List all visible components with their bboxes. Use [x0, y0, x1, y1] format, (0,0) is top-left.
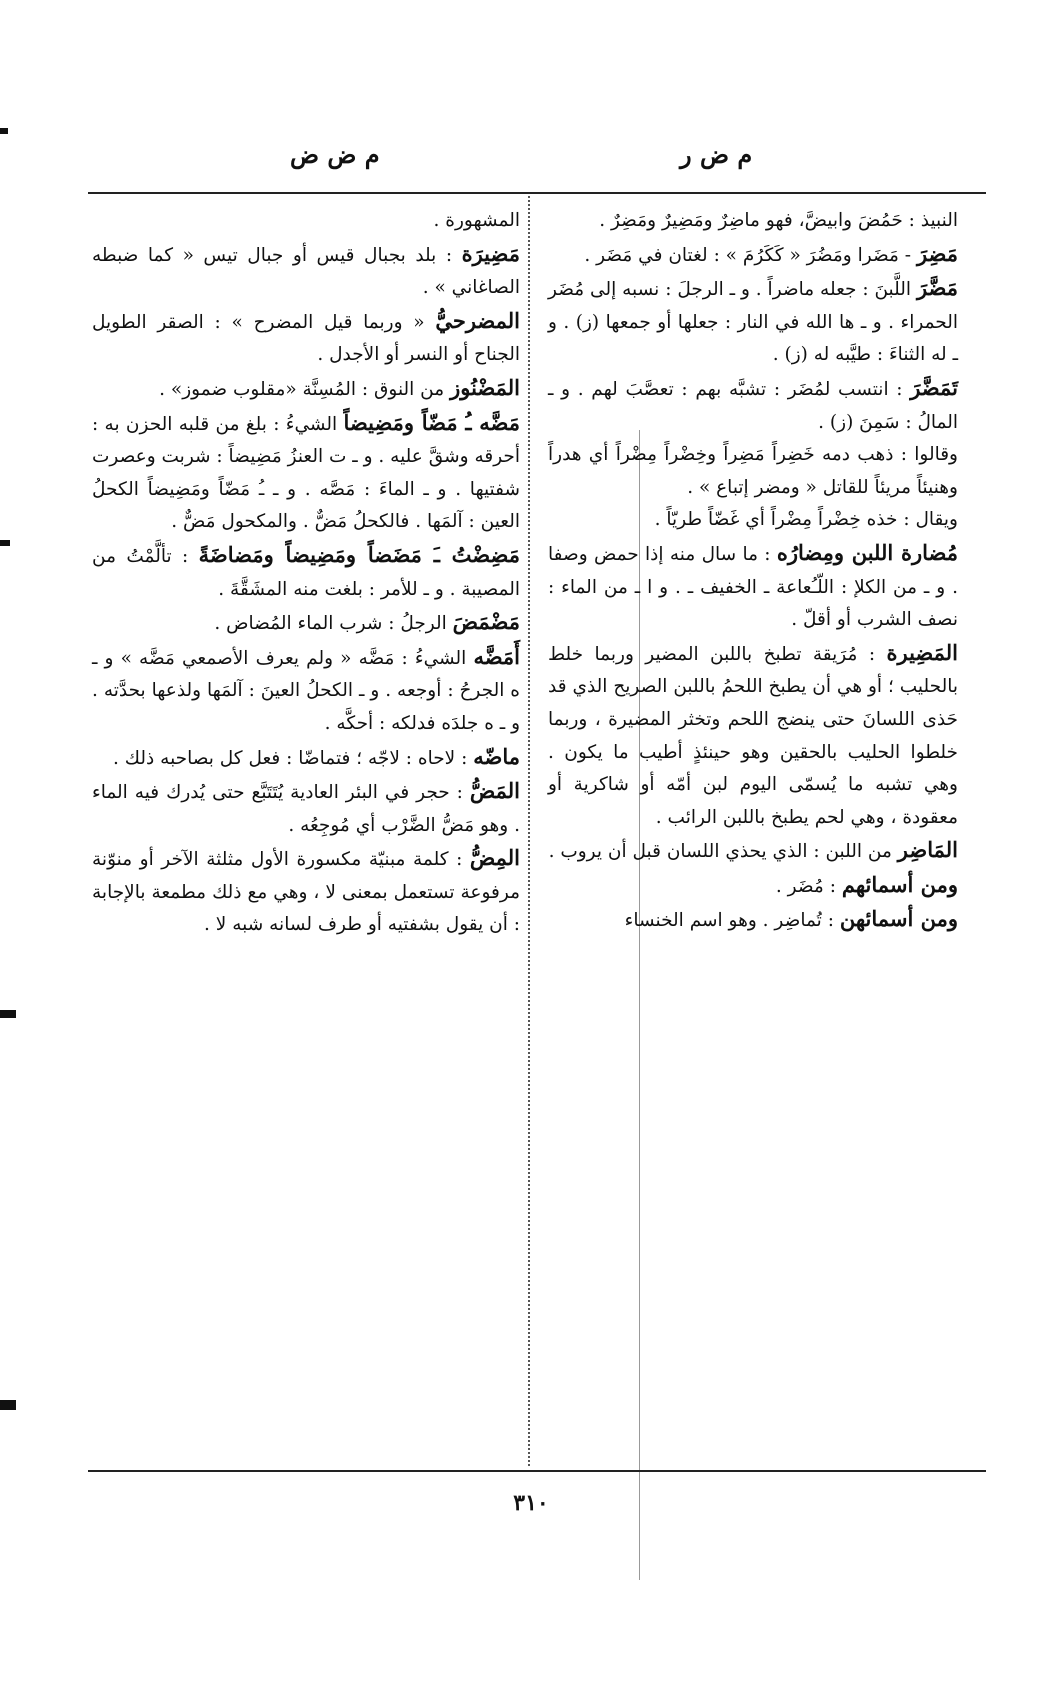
entry-definition: النبيذ : حَمُضَ وابيضَّ، فهو ماضِرٌ ومَضِيرٌ ومَضِرٌ .: [599, 210, 958, 231]
entry-definition: اللَّبنَ : جعله ماضراً . و ـ الرجلَ : نسبه إلى مُضَر الحمراء . و ـ ها الله في النار : جعلها أو جمعها (ز) . و ـ له الثناءَ : طيَّبه له (ز) .: [548, 279, 958, 366]
entry-headword: ماضّه: [473, 743, 520, 769]
column-divider: [528, 196, 531, 1466]
entry-headword: مَضَّه ـُ مَضّاً ومَضِيضاً: [343, 409, 520, 435]
dictionary-entry: [548, 504, 958, 537]
margin-mark: [0, 540, 10, 546]
right-column-root-header: م ض ر: [680, 140, 753, 169]
entry-headword: المضرحيُّ: [435, 307, 520, 333]
entry-definition: من النوق : المُسِنَّة «مقلوب ضموز» .: [159, 378, 445, 400]
header-rule: [88, 192, 986, 194]
left-column: [92, 205, 520, 942]
dictionary-entry: [92, 305, 520, 372]
margin-mark: [0, 1400, 16, 1410]
entry-definition: : انتسب لمُضَر : تشبَّه بهم : تعصَّبَ لهم . و ـ المالُ : سَمِنَ (ز) .: [548, 378, 958, 433]
dictionary-entry: [548, 834, 958, 869]
entry-headword: مُضارة اللبن ومِضارُه: [776, 539, 958, 565]
entry-definition: : تألَّمْتُ من المصيبة . و ـ للأمر : بلغت منه المشَقَّةَ .: [92, 545, 520, 600]
footer-rule: [88, 1470, 986, 1472]
entry-definition: : حجر في البئر العادية يُتَتَبَّع حتى يُدرك فيه الماء . وهو مَضُّ الضَّرْب أي مُوجِعُه .: [92, 782, 520, 836]
entry-headword: مَضِيرَة: [461, 240, 520, 266]
entry-definition: الشيءُ : بلغ من قلبه الحزن به : أحرقه وشقَّ عليه . و ـ ت العنزُ مَضِيضاً : شربت وعصرت شفتيها . و ـ الماءَ : مَصَّه . و ـ ـُ مَضّاً ومَضِيضاً الكحلُ العين : آلمَها . فالكحلُ مَضٌّ . والمكحول مَضٌّ .: [91, 413, 520, 533]
entry-definition: - مَضَرا ومَضُرَ « كَكَرُمَ » : لغتان في مَضَر .: [584, 244, 912, 266]
right-column: [548, 205, 958, 938]
entry-headword: المَاضِر: [897, 837, 958, 863]
dictionary-entry: [548, 637, 958, 835]
margin-mark: [0, 128, 8, 134]
dictionary-entry: [92, 842, 520, 942]
dictionary-entry: [548, 372, 958, 439]
dictionary-entry: [92, 407, 520, 539]
dictionary-entry: [92, 372, 520, 407]
dictionary-entry: [92, 741, 520, 776]
entry-definition: الشيءُ : مَضَّه « ولم يعرف الأصمعي مَضَّه » و ـ ه الجرحُ : أوجعه . و ـ الكحلُ العينَ : آلمَها ولذعها بحدَّته . و ـ ه جلدَه فدلكه : أحكَّه .: [92, 647, 520, 734]
entry-headword: مَضَّرَ: [916, 275, 958, 301]
entry-headword: أَمَضَّه: [473, 643, 520, 669]
dictionary-entry: [548, 903, 958, 938]
entry-headword: مَضِضْتُ ـَ مَضَضاً ومَضِيضاً ومَضاضَةً: [198, 541, 520, 567]
margin-mark: [0, 1010, 16, 1018]
entry-definition: ويقال : خذه خِضْراً مِضْراً أي غَضّاً طريّاً .: [654, 509, 958, 531]
entry-headword: مَضْمَضَ: [452, 609, 520, 635]
entry-headword: المَضُّ: [469, 778, 520, 804]
dictionary-entry: [92, 606, 520, 641]
entry-headword: تَمَضَّرَ: [910, 374, 958, 400]
dictionary-entry: [548, 537, 958, 637]
entry-definition: : كلمة مبنيّة مكسورة الأول مثلثة الآخر أو منوّنة مرفوعة تستعمل بمعنى لا ، وهي مع ذلك مطمعة بالإجابة : أن يقول بشفتيه أو طرف لسانه شبه لا .: [92, 849, 520, 936]
entry-headword: ومن أسمائهن: [839, 906, 958, 932]
entry-headword: المَضِيرة: [886, 639, 958, 665]
dictionary-entry: [548, 238, 958, 273]
entry-headword: مَضِرَ: [916, 240, 958, 266]
dictionary-entry: [548, 272, 958, 372]
entry-definition: : تُماضِر . وهو اسم الخنساء: [624, 910, 834, 932]
dictionary-entry: [548, 439, 958, 504]
entry-definition: : لاحاه : لاجّه ؛ فتماضّا : فعل كل بصاحبه ذلك .: [113, 747, 468, 769]
entry-definition: : بلد بجبال قيس أو جبال تيس « كما ضبطه الصاغاني » .: [92, 244, 520, 299]
entry-definition: الرجلُ : شرب الماء المُضاض .: [214, 613, 447, 635]
dictionary-entry: [548, 205, 958, 238]
entry-definition: من اللبن : الذي يحذي اللسان قبل أن يروب .: [548, 841, 892, 863]
entry-definition: المشهورة .: [433, 210, 520, 231]
dictionary-entry: [548, 869, 958, 904]
entry-headword: المِضُّ: [469, 845, 520, 871]
dictionary-entry: [92, 539, 520, 606]
entry-definition: : مُرَيقة تطبخ باللبن المضير وربما خلط بالحليب ؛ أو هي أن يطبخ اللحمُ باللبن الصريح الذي قد حَذى اللسانَ حتى ينضج اللحم وتخثر المضيرة ، وربما خلطوا الحليب بالحقين وهو حينئذٍ أطيب ما يكون . وهي تشبه ما يُسمّى اليوم لبن أمّه أو شاكرية أو معقودة ، وهي لحم يطبخ باللبن الرائب .: [548, 643, 958, 828]
dictionary-entry: [92, 205, 520, 238]
left-column-root-header: م ض ض: [290, 140, 380, 169]
dictionary-entry: [92, 641, 520, 741]
entry-definition: : مُضَر .: [775, 875, 836, 897]
dictionary-entry: [92, 775, 520, 842]
dictionary-entry: [92, 238, 520, 305]
entry-definition: : ما سال منه إذا حمض وصفا . و ـ من الكلإ : اللّـُعاعة ـ الخفيف ـ . و ا ـ من الماء : نصف الشرب أو أقلّ .: [548, 543, 958, 631]
entry-headword: ومن أسمائهم: [841, 871, 958, 897]
entry-definition: « وربما قيل المضرح » : الصقر الطويل الجناح أو النسر أو الأجدل .: [92, 311, 520, 366]
page-number: ٣١٠: [513, 1490, 549, 1516]
entry-headword: المَضْنُوز: [450, 374, 520, 400]
entry-definition: وقالوا : ذهب دمه خَضِراً مَضِراً وخِضْراً مِضْراً أي هدراً وهنيئاً مريئاً للقاتل « ومضر إتباع » .: [548, 444, 958, 498]
